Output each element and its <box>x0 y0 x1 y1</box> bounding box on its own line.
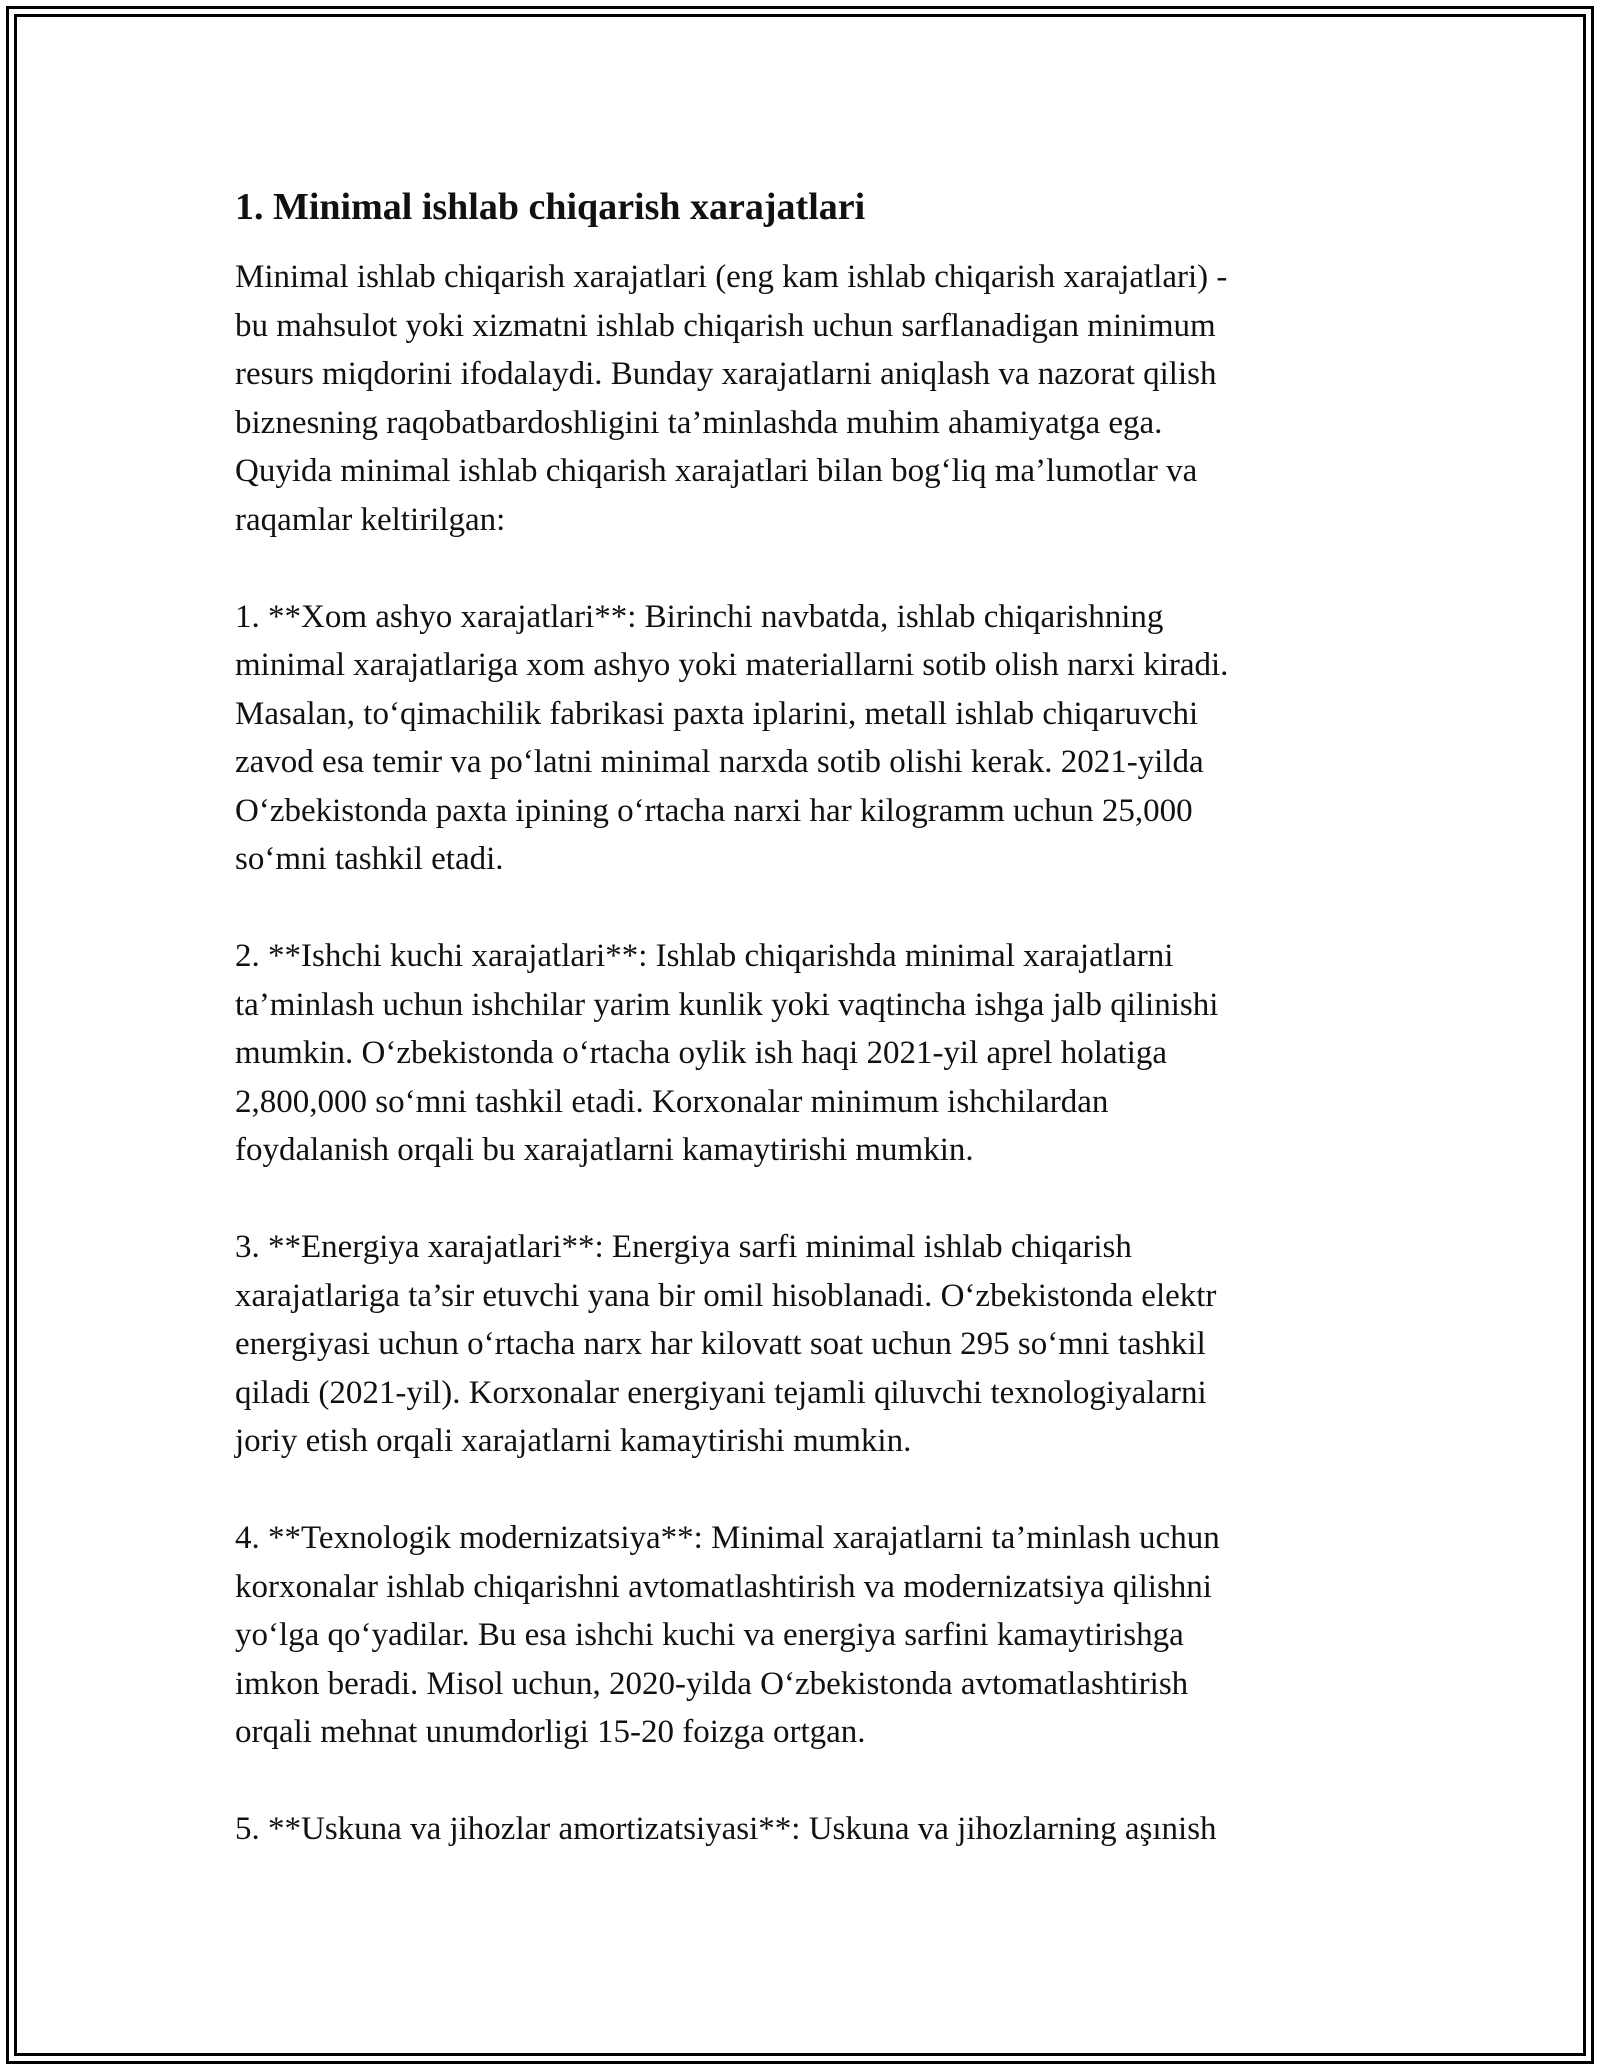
text-line: Masalan, to‘qimachilik fabrikasi paxta iplarini, metall ishlab chiqaruvchi <box>235 695 1199 732</box>
paragraph-item-1 <box>235 593 1365 884</box>
text-line: mumkin. O‘zbekistonda o‘rtacha oylik ish haqi 2021-yil aprel holatiga <box>235 1035 1168 1071</box>
text-line: 4. **Texnologik modernizatsiya**: Minimal xarajatlarni ta’minlash uchun <box>235 1520 1220 1556</box>
text-line: so‘mni tashkil etadi. <box>235 841 504 877</box>
paragraph-item-3 <box>235 1223 1365 1466</box>
document-body <box>235 183 1365 1902</box>
text-line: 2. **Ishchi kuchi xarajatlari**: Ishlab chiqarishda minimal xarajatlarni <box>235 938 1174 974</box>
paragraph-item-4 <box>235 1514 1365 1757</box>
text-line: Quyida minimal ishlab chiqarish xarajatlari bilan bog‘liq ma’lumotlar va <box>235 453 1198 489</box>
text-line: Minimal ishlab chiqarish xarajatlari (eng kam ishlab chiqarish xarajatlari) - <box>235 259 1228 295</box>
text-line: bu mahsulot yoki xizmatni ishlab chiqarish uchun sarflanadigan minimum <box>235 307 1216 344</box>
text-line: xarajatlariga ta’sir etuvchi yana bir omil hisoblanadi. O‘zbekistonda elektr <box>235 1277 1217 1314</box>
text-line: 2,800,000 so‘mni tashkil etadi. Korxonalar minimum ishchilardan <box>235 1083 1109 1120</box>
text-line: korxonalar ishlab chiqarishni avtomatlashtirish va modernizatsiya qilishni <box>235 1568 1212 1605</box>
paragraph-item-5 <box>235 1805 1365 1854</box>
text-line: 3. **Energiya xarajatlari**: Energiya sarfi minimal ishlab chiqarish <box>235 1229 1132 1265</box>
text-line: 1. **Xom ashyo xarajatlari**: Birinchi navbatda, ishlab chiqarishning <box>235 598 1164 635</box>
paragraph-item-2 <box>235 932 1365 1175</box>
text-line: joriy etish orqali xarajatlarni kamaytirishi mumkin. <box>235 1423 912 1459</box>
document-title: 1. Minimal ishlab chiqarish xarajatlari <box>235 186 866 228</box>
text-line: biznesning raqobatbardoshligini ta’minlashda muhim ahamiyatga ega. <box>235 404 1163 441</box>
text-line: raqamlar keltirilgan: <box>235 501 506 538</box>
text-line: resurs miqdorini ifodalaydi. Bunday xarajatlarni aniqlash va nazorat qilish <box>235 356 1217 392</box>
paragraph-intro <box>235 253 1365 544</box>
text-line: minimal xarajatlariga xom ashyo yoki materiallarni sotib olish narxi kiradi. <box>235 647 1229 683</box>
text-line: energiyasi uchun o‘rtacha narx har kilovatt soat uchun 295 so‘mni tashkil <box>235 1326 1206 1362</box>
text-line: yo‘lga qo‘yadilar. Bu esa ishchi kuchi va energiya sarfini kamaytirishga <box>235 1617 1184 1653</box>
text-line: foydalanish orqali bu xarajatlarni kamaytirishi mumkin. <box>235 1132 974 1168</box>
text-line: qiladi (2021-yil). Korxonalar energiyani tejamli qiluvchi texnologiyalarni <box>235 1374 1207 1411</box>
text-line: 5. **Uskuna va jihozlar amortizatsiyasi**: Uskuna va jihozlarning aşınish <box>235 1811 1217 1847</box>
text-line: ta’minlash uchun ishchilar yarim kunlik yoki vaqtincha ishga jalb qilinishi <box>235 986 1219 1023</box>
text-line: O‘zbekistonda paxta ipining o‘rtacha narxi har kilogramm uchun 25,000 <box>235 792 1193 829</box>
text-line: orqali mehnat unumdorligi 15-20 foizga ortgan. <box>235 1714 866 1750</box>
text-line: imkon beradi. Misol uchun, 2020-yilda O‘zbekistonda avtomatlashtirish <box>235 1665 1189 1702</box>
text-line: zavod esa temir va po‘latni minimal narxda sotib olishi kerak. 2021-yilda <box>235 744 1204 780</box>
